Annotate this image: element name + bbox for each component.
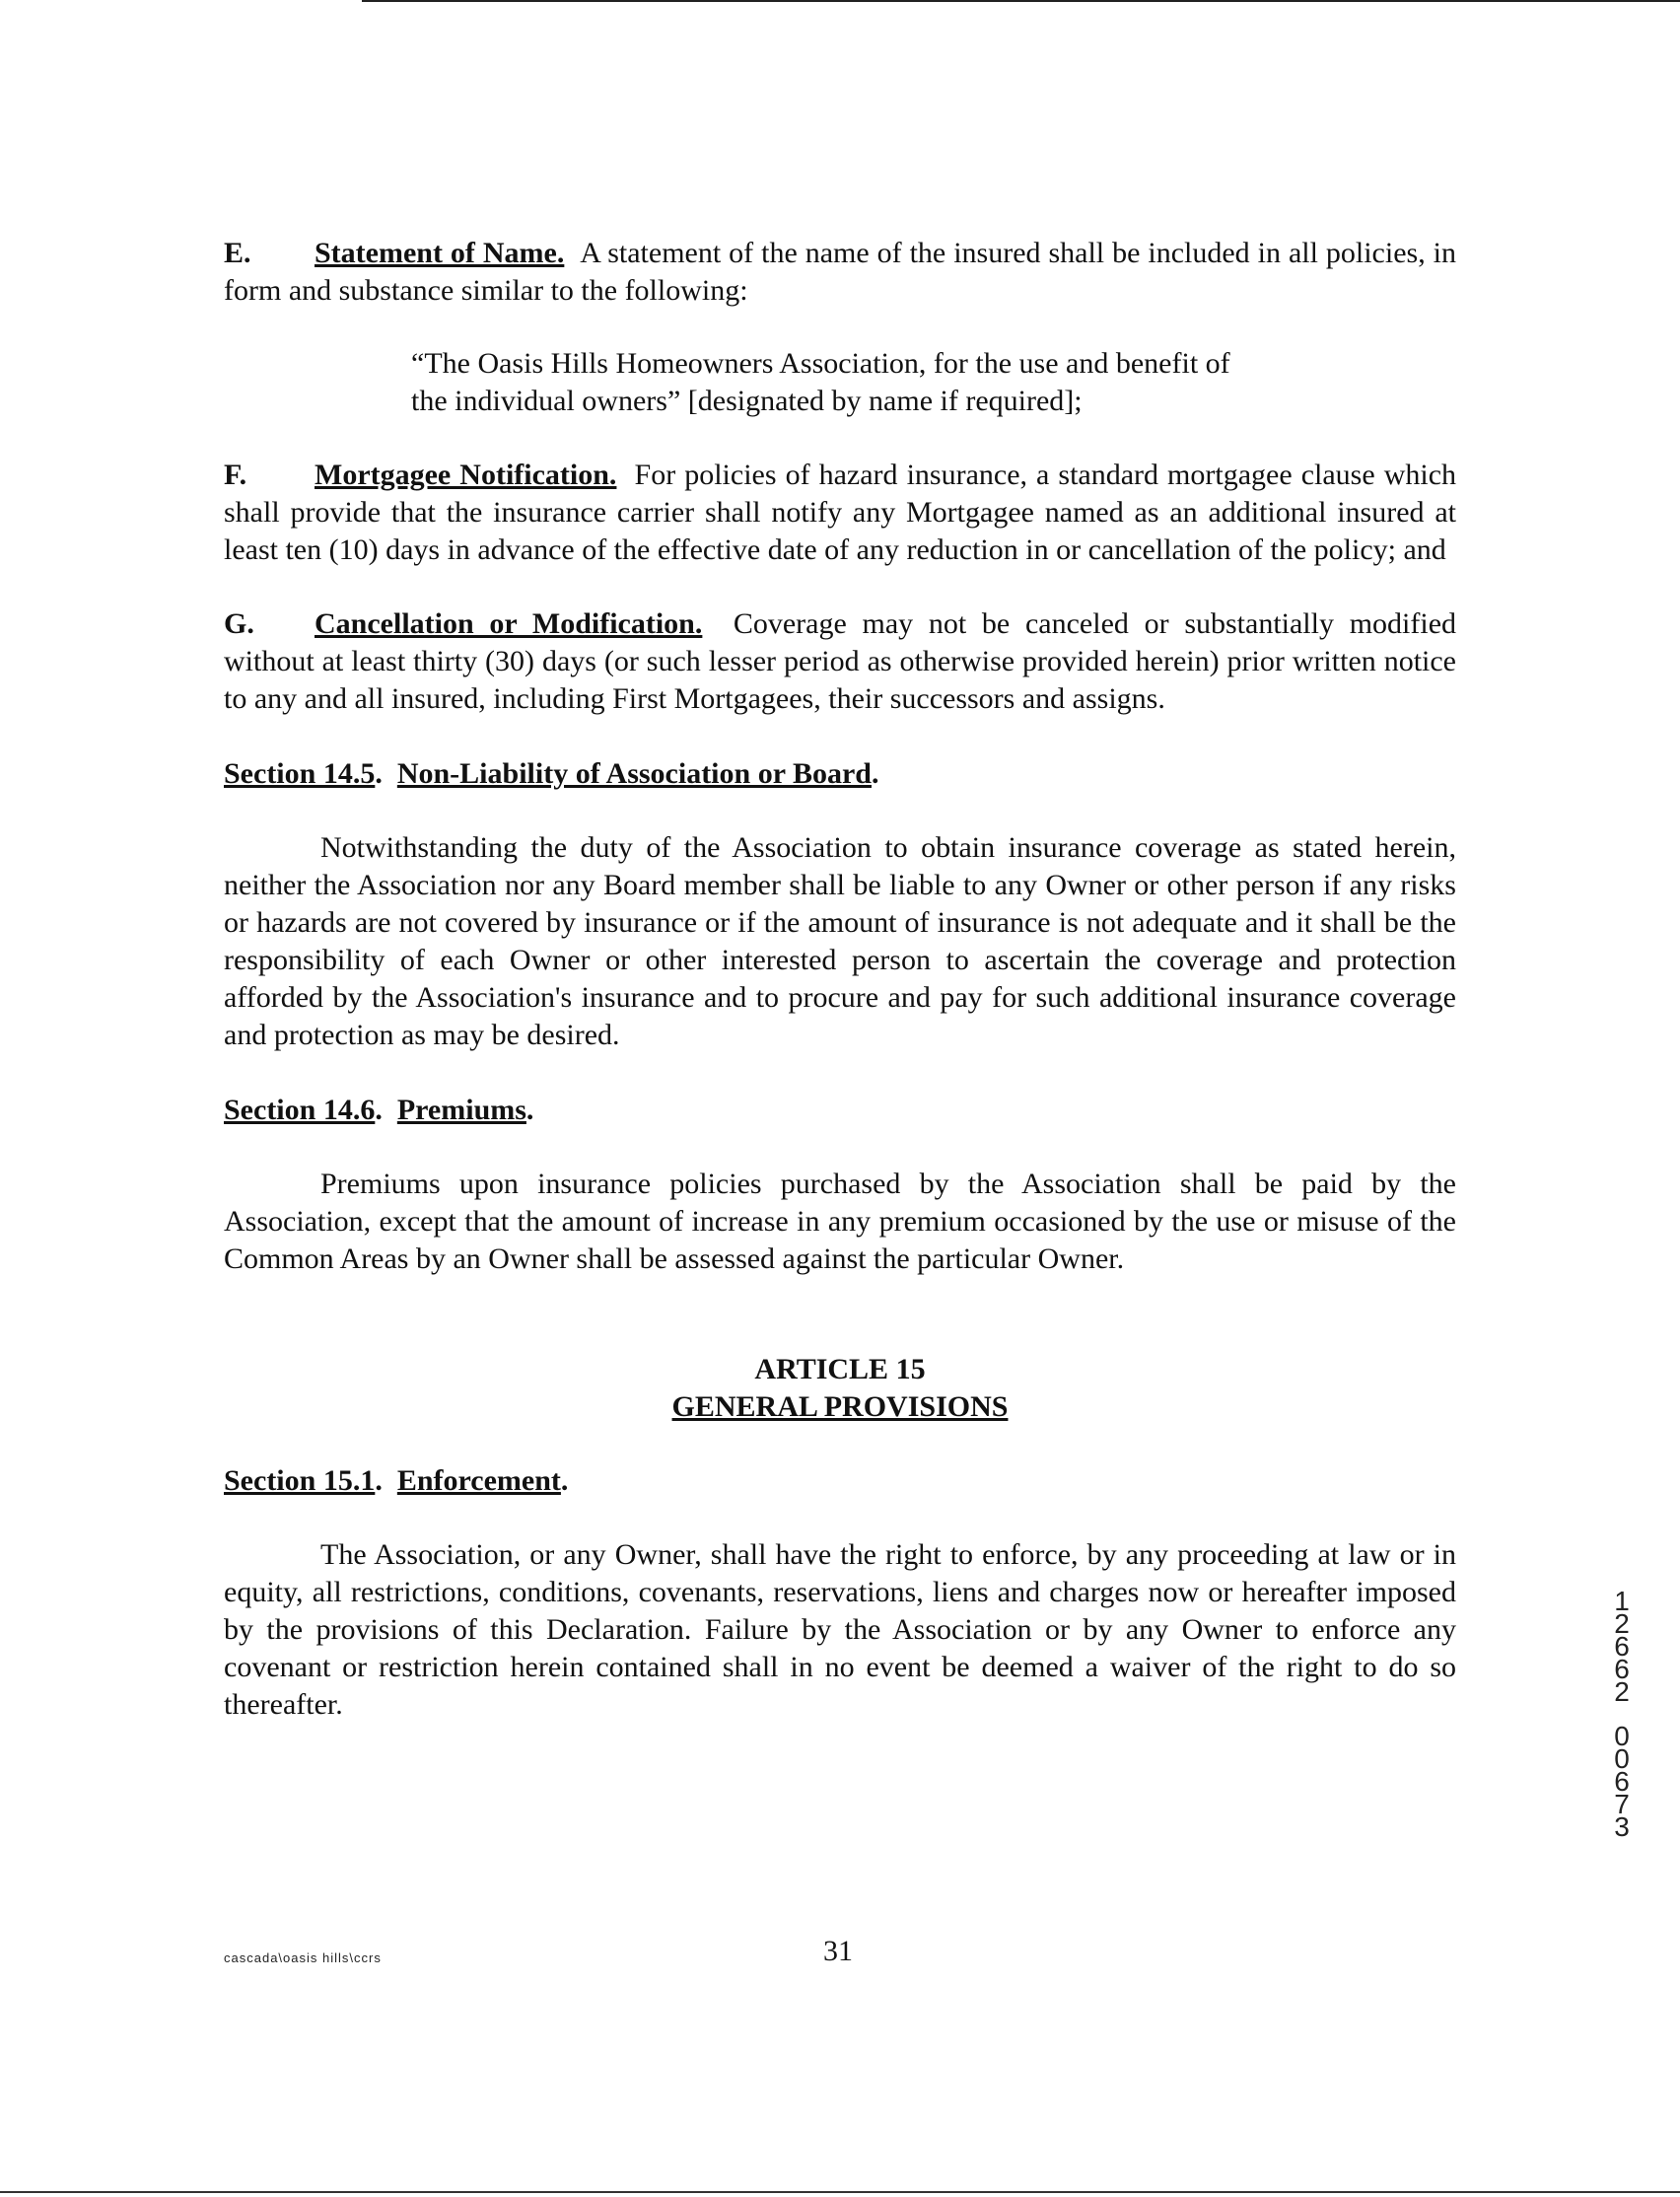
section-heading-15-1: Section 15.1. Enforcement. [224, 1464, 569, 1497]
quote-line: the individual owners” [designated by name if required]; [411, 385, 1083, 417]
subsection-letter: F. [224, 459, 247, 491]
recording-digit: 3 [1614, 1811, 1630, 1842]
recording-digit: 7 [1614, 1789, 1630, 1819]
subsection-g [224, 605, 1456, 718]
recording-digit: 0 [1614, 1721, 1630, 1751]
quote-line: “The Oasis Hills Homeowners Association, for the use and benefit of [411, 347, 1230, 380]
article-number: ARTICLE 15 [754, 1353, 926, 1385]
scan-edge-bottom [0, 2191, 1680, 2193]
recording-digit: 2 [1614, 1676, 1630, 1707]
section-body-14-6 [224, 1166, 1456, 1278]
recording-number [1607, 1586, 1637, 1842]
recording-digit: 6 [1614, 1631, 1630, 1662]
subsection-title: Mortgagee Notification. [315, 459, 617, 491]
subsection-e [224, 235, 1456, 310]
recording-digit: 2 [1614, 1608, 1630, 1639]
section-text: The Association, or any Owner, shall have the right to enforce, by any proceeding at law or in equity, all restrictions, conditions, covenants, reservations, liens and charges now or hereafter imposed by the provisions of this Declaration. Failure by the Association or by any Owner to enforce any covenant or restriction herein contained shall in no event be deemed a waiver of the right to do so thereafter. [224, 1538, 1456, 1721]
section-text: Notwithstanding the duty of the Association to obtain insurance coverage as stated herein, neither the Association nor any Board member shall be liable to any Owner or other person if any risks or hazards are not covered by insurance or if the amount of insurance is not adequate and it shall be the responsibility of each Owner or other interested person to ascertain the coverage and protection afforded by the Association's insurance and to procure and pay for such additional insurance coverage and protection as may be desired. [224, 831, 1456, 1051]
footer-file-path: cascada\oasis hills\ccrs [224, 1950, 382, 1965]
section-title: Premiums [396, 1094, 526, 1126]
section-number: Section 15.1 [224, 1464, 376, 1497]
section-body-15-1 [224, 1536, 1456, 1724]
section-text: Premiums upon insurance policies purchased by the Association shall be paid by the Association, except that the amount of increase in any premium occasioned by the use or misuse of the Common Areas by an Owner shall be assessed against the particular Owner. [224, 1168, 1456, 1275]
recording-digit: 6 [1614, 1654, 1630, 1684]
subsection-title: Statement of Name. [315, 237, 565, 269]
subsection-text: Coverage may not be canceled or substantially modified without at least thirty (30) days (or such lesser period as otherwise provided herein) prior written notice to any and all insured, including First Mortgagees, their successors and assigns. [224, 607, 1457, 715]
subsection-f [224, 457, 1456, 569]
section-heading-14-6: Section 14.6. Premiums. [224, 1094, 534, 1126]
section-body-14-5 [224, 829, 1456, 1054]
recording-digit: 6 [1614, 1766, 1630, 1797]
subsection-letter: G. [224, 607, 254, 640]
document-page [224, 235, 1456, 1724]
article-title: GENERAL PROVISIONS [671, 1390, 1009, 1423]
section-title: Non-Liability of Association or Board [396, 757, 872, 790]
subsection-text: For policies of hazard insurance, a standard mortgagee clause which shall provide that the insurance carrier shall notify any Mortgagee named as an additional insured at least ten (10) days in advance of the effective date of any reduction in or cancellation of the policy; and [224, 459, 1457, 566]
section-heading-14-5: Section 14.5. Non-Liability of Association or Board. [224, 757, 879, 790]
section-number: Section 14.5 [224, 757, 376, 790]
scan-edge-top [362, 0, 1680, 2]
recording-digit: 1 [1614, 1586, 1630, 1616]
subsection-letter: E. [224, 237, 251, 269]
insured-name-quote [224, 345, 1298, 420]
article-heading [224, 1351, 1456, 1426]
recording-digit: 0 [1614, 1743, 1630, 1774]
subsection-text: A statement of the name of the insured shall be included in all policies, in form and substance similar to the following: [224, 237, 1456, 307]
subsection-title: Cancellation or Modification. [315, 607, 703, 640]
section-number: Section 14.6 [224, 1094, 376, 1126]
section-title: Enforcement [396, 1464, 561, 1497]
page-number: 31 [823, 1935, 853, 1967]
